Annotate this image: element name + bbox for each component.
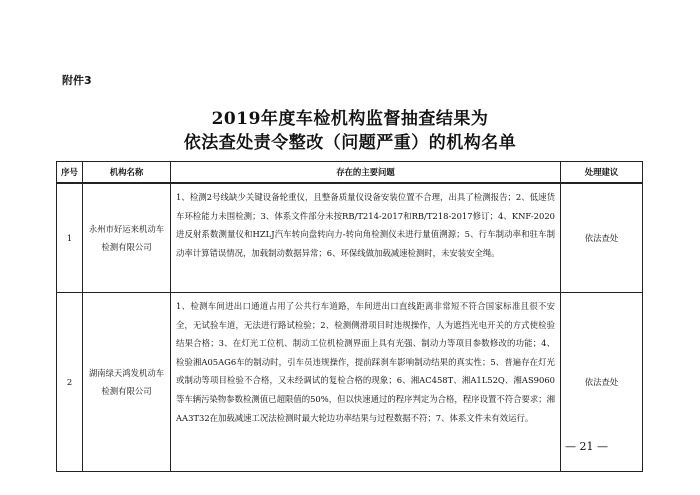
table-header-row xyxy=(57,162,643,184)
issues-text: 1、检测2号线缺少关键设备轮重仪，且整备质量仪设备安装位置不合理，出具了检测报告；2、低速货车环检能力未围检测；3、体系文件部分未按RB/T214-2017和RB/T218-2017修订；4、KNF-2020进反射系数测量仪和HZLJ汽车转向盘转向力-转向角检测仪未进行量值溯源；5、行车制动率和驻车制动率计算错误情况，加载制动数据异常；6、环保线做加载减速检测时，未安装安全绳。 xyxy=(171,183,561,293)
organization-name: 湖南绿天鸿发机动车检测有限公司 xyxy=(83,293,171,472)
suggestion-text: 依法查处 xyxy=(561,293,643,472)
table-row xyxy=(57,293,643,472)
document-title-line1: 2019年度车检机构监督抽查结果为 xyxy=(211,109,489,129)
header-organization: 机构名称 xyxy=(83,162,171,184)
suggestion-text: 依法查处 xyxy=(561,183,643,293)
table-row xyxy=(57,183,643,293)
header-issues: 存在的主要问题 xyxy=(171,162,561,184)
issues-text: 1、检测车间进出口通道占用了公共行车道路，车间进出口直线距离非常短不符合国家标准且很不安全，无试验车道，无法进行路试检验；2、检测侧滑项目时违规操作，人为遮挡光电开关的方式使检验结果合格；3、在灯光工位机、制动工位机检测界面上具有光强、制动力等项目参数修改的功能；4、检验湘A05AG6车的制动时，引车员违规操作，提前踩刹车影响制动结果的真实性；5、普遍存在灯光或制动等项目检验不合格，又未经调试的复检合格的现象；6、湘AC458T、湘A1L52Q、湘AS9060等车辆污染物参数检测值已超限值的50%，但以快速通过的程序判定为合格，程序设置不符合要求；湘AA3T32在加载减速工况法检测时最大轮边功率结果与过程数据不符；7、体系文件未有效运行。 xyxy=(171,293,561,472)
header-suggestion: 处理建议 xyxy=(561,162,643,184)
header-number: 序号 xyxy=(57,162,83,184)
organization-name: 永州市好运来机动车检测有限公司 xyxy=(83,183,171,293)
attachment-label: 附件3 xyxy=(62,74,92,87)
row-number: 2 xyxy=(57,293,83,472)
page-number: — 21 — xyxy=(565,440,608,453)
results-table xyxy=(56,161,643,472)
document-title-line2: 依法查处责令整改（问题严重）的机构名单 xyxy=(183,133,517,153)
row-number: 1 xyxy=(57,183,83,293)
